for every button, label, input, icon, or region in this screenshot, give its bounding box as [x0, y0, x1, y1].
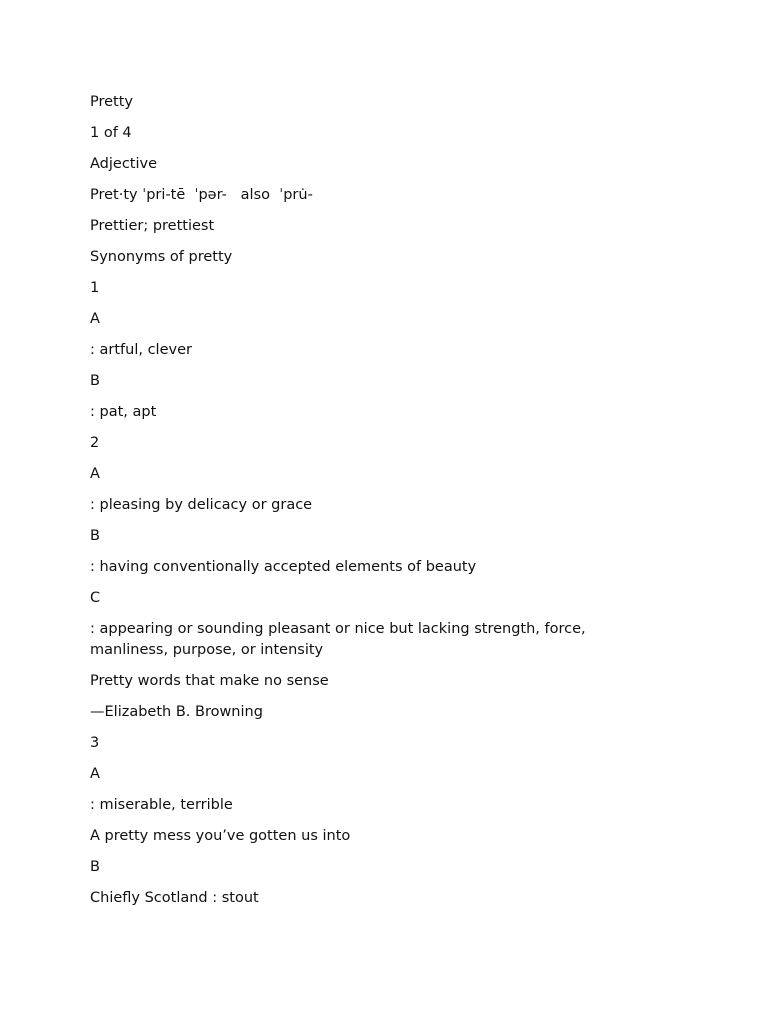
sense-letter: C	[90, 590, 101, 606]
usage-example: Pretty words that make no sense	[90, 673, 329, 689]
entry-word: Pretty	[90, 94, 134, 110]
document-body	[90, 92, 650, 919]
part-of-speech: Adjective	[90, 156, 158, 172]
definition: Chiefly Scotland : stout	[90, 890, 259, 906]
definition: : artful, clever	[90, 342, 192, 358]
sense-letter: B	[90, 528, 100, 544]
definition: : pat, apt	[90, 404, 157, 420]
sense-number: 3	[90, 735, 100, 751]
sense-number: 1	[90, 280, 100, 296]
definition: : having conventionally accepted elements of beauty	[90, 559, 477, 575]
entry-count: 1 of 4	[90, 125, 132, 141]
sense-letter: B	[90, 859, 100, 875]
pronunciation: Pret·ty ˈpri-tē ˈpər- also ˈpru̇-	[90, 187, 313, 203]
usage-example: A pretty mess you’ve gotten us into	[90, 828, 351, 844]
definition: : pleasing by delicacy or grace	[90, 497, 313, 513]
example-attribution: —Elizabeth B. Browning	[90, 704, 263, 720]
inflections: Prettier; prettiest	[90, 218, 215, 234]
definition: : appearing or sounding pleasant or nice but lacking strength, force, manliness, purpose, or intensity	[90, 621, 591, 658]
definition: : miserable, terrible	[90, 797, 233, 813]
sense-letter: B	[90, 373, 100, 389]
sense-number: 2	[90, 435, 100, 451]
sense-letter: A	[90, 466, 100, 482]
sense-letter: A	[90, 311, 100, 327]
sense-letter: A	[90, 766, 100, 782]
synonyms-heading: Synonyms of pretty	[90, 249, 233, 265]
